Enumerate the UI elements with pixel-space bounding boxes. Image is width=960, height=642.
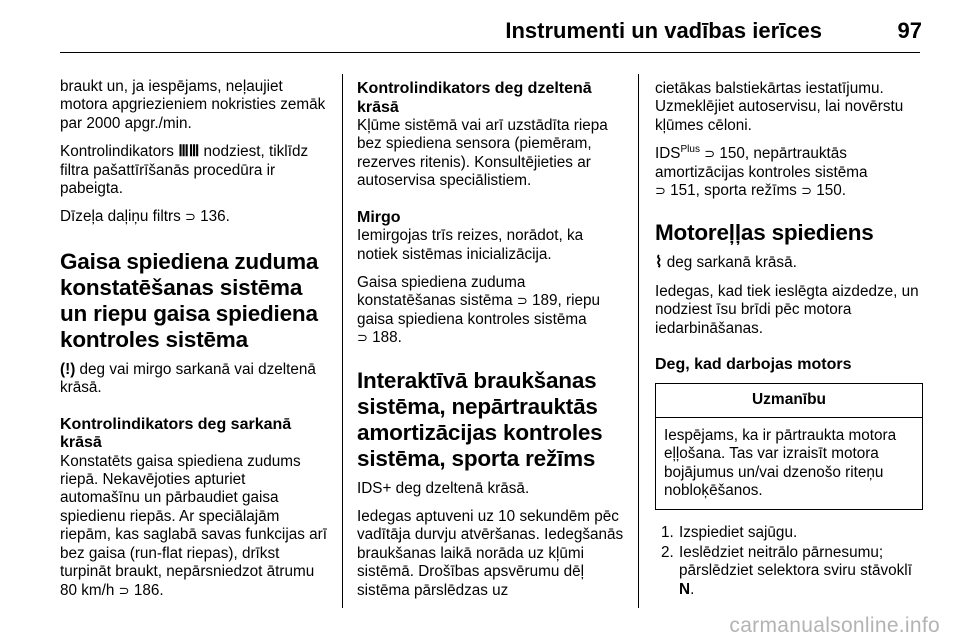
page-reference[interactable]: 150. [816, 182, 847, 200]
section-heading: Interaktīvā braukšanas sistēma, nepārtrauktās amortizācijas kontroles sistēma, sporta režīms [357, 367, 603, 471]
subsection-heading: Deg, kad darbojas motors [655, 356, 852, 374]
paragraph: Kļūme sistēmā vai arī uzstādīta riepa bez spiediena sensora (piemēram, rezerves ritenis). Konsultējieties ar autoservisa speciālistiem. [357, 117, 608, 190]
reference-arrow-icon: ⊃ [516, 293, 528, 309]
watermark: carmanualsonline.info [729, 614, 940, 637]
list-item: 2. Ieslēdziet neitrālo pārnesumu; pārslēdziet selektora sviru stāvoklī N. [661, 544, 912, 598]
header-title: Instrumenti un vadības ierīces [505, 18, 822, 43]
page-reference[interactable]: 136. [200, 208, 230, 226]
paragraph: Iedegas, kad tiek ieslēgta aizdedze, un nodziest īsu brīdi pēc motora iedarbināšanas. [655, 282, 919, 337]
page-reference[interactable]: 150, nepārtrauktās amortizācijas kontroles sistēma [655, 145, 868, 181]
page-reference[interactable]: 186. [133, 581, 164, 599]
paragraph: IDS+ deg dzeltenā krāsā. [357, 479, 530, 497]
paragraph: Iedegas aptuveni uz 10 sekundēm pēc vadītāja durvju atvēršanas. Iedegšanās braukšanas laikā norāda uz kļūmi sistēmā. Drošības apsvērumu dēļ sistēma pārslēdzas uz [357, 507, 624, 599]
subsection-heading: Mirgo [357, 208, 401, 226]
paragraph: Dīzeļa daļiņu filtrs ⊃ 136. [60, 208, 230, 226]
paragraph: Konstatēts gaisa spiediena zudums riepā. Nekavējoties apturiet automašīnu un pārbaudiet gaisa spiedienu riepās. Ar speciālajām riepām, kas saglabā savas funkcijas arī bez gaisa (run-flat riepas), drīkst turpināt braukt, nepārsniedzot ātrumu 80 km/h ⊃ 186. [60, 452, 327, 599]
header-divider [60, 52, 920, 53]
column-divider-2 [638, 74, 639, 608]
section-heading: Gaisa spiediena zuduma konstatēšanas sistēma un riepu gaisa spiediena kontroles sistēma [60, 248, 319, 352]
particle-filter-icon: ⅢⅢ [178, 143, 200, 161]
subsection-heading: Kontrolindikators deg sarkanā krāsā [60, 415, 292, 452]
paragraph: Gaisa spiediena zuduma konstatēšanas sistēma ⊃ 189, riepu gaisa spiediena kontroles sistēma ⊃ 188. [357, 273, 601, 347]
page-number: 97 [897, 18, 922, 43]
column-2 [357, 80, 625, 610]
oil-pressure-icon: ⌇ [655, 254, 663, 272]
reference-arrow-icon: ⊃ [118, 582, 130, 598]
reference-arrow-icon: ⊃ [655, 183, 666, 199]
subsection-heading: Kontrolindikators deg dzeltenā krāsā [357, 80, 592, 116]
page-reference[interactable]: 151, sporta režīms [670, 182, 797, 200]
column-divider-1 [342, 74, 343, 608]
section-heading: Motoreļļas spiediens [655, 220, 874, 246]
reference-arrow-icon: ⊃ [357, 330, 368, 346]
superscript: Plus [680, 144, 700, 156]
column-3 [655, 80, 923, 601]
page-reference[interactable]: 189, riepu gaisa spiediena kontroles sistēma [357, 292, 601, 328]
notice-title: Uzmanību [656, 384, 922, 418]
caution-notice [655, 383, 923, 510]
paragraph: Kontrolindikators ⅢⅢ nodziest, tiklīdz filtra pašattīrīšanās procedūra ir pabeigta. [60, 143, 309, 198]
paragraph: ⌇ deg sarkanā krāsā. [655, 254, 797, 272]
steps-list [655, 524, 923, 600]
reference-arrow-icon: ⊃ [801, 183, 812, 199]
column-1 [60, 78, 328, 610]
tire-pressure-icon: (!) [60, 360, 76, 378]
reference-arrow-icon: ⊃ [704, 146, 716, 162]
page-reference[interactable]: 188. [372, 329, 402, 347]
paragraph: (!) deg vai mirgo sarkanā vai dzeltenā krāsā. [60, 360, 316, 397]
list-item: 1. Izspiediet sajūgu. [661, 523, 798, 541]
reference-arrow-icon: ⊃ [184, 209, 196, 225]
notice-body: Iespējams, ka ir pārtraukta motora eļļošana. Tas var izraisīt motora bojājumus un/vai dzenošo riteņu nobloķēšanos. [664, 426, 897, 500]
paragraph: cietākas balstiekārtas iestatījumu. Uzmeklējiet autoservisu, lai novērstu kļūmes cēloni. [655, 80, 904, 134]
paragraph: braukt un, ja iespējams, neļaujiet motora apgriezieniem nokristies zemāk par 2000 apgr./min. [60, 78, 326, 132]
paragraph: $IDS^{Plus}$ ⊃ 150, nepārtrauktās amortizācijas kontroles sistēma ⊃ 151, sporta režīms ⊃ 150. [655, 144, 868, 200]
paragraph: Iemirgojas trīs reizes, norādot, ka notiek sistēmas inicializācija. [357, 227, 584, 263]
